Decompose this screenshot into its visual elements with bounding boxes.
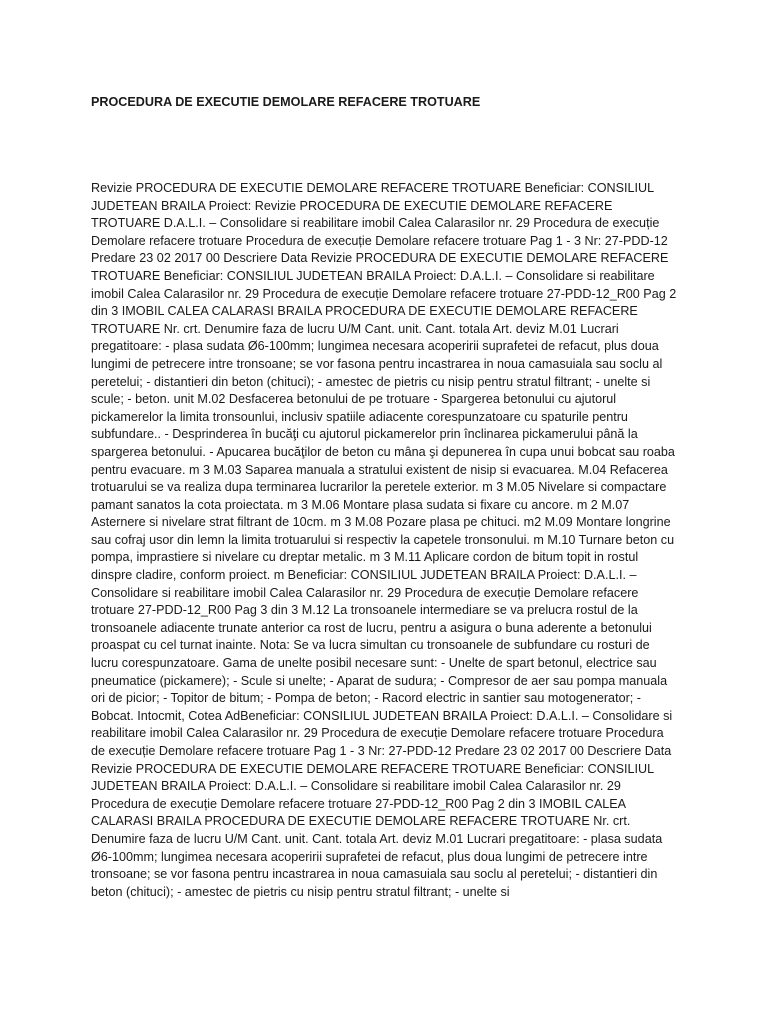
document-body-text: Revizie PROCEDURA DE EXECUTIE DEMOLARE REFACERE TROTUARE Beneficiar: CONSILIUL JUDETEAN BRAILA Proiect: Revizie PROCEDURA DE EXECUTIE DEMOLARE REFACERE TROTUARE D.A.L.I. – Consolidare si reabilitare imobil Calea Calarasilor nr. 29 Procedura de execuție Demolare refacere trotuare Procedura de execuție Demolare refacere trotuare Pag 1 - 3 Nr: 27-PDD-12 Predare 23 02 2017 00 Descriere Data Revizie PROCEDURA DE EXECUTIE DEMOLARE REFACERE TROTUARE Beneficiar: CONSILIUL JUDETEAN BRAILA Proiect: D.A.L.I. – Consolidare si reabilitare imobil Calea Calarasilor nr. 29 Procedura de execuție Demolare refacere trotuare 27-PDD-12_R00 Pag 2 din 3 IMOBIL CALEA CALARASI BRAILA PROCEDURA DE EXECUTIE DEMOLARE REFACERE TROTUARE Nr. crt. Denumire faza de lucru U/M Cant. unit. Cant. totala Art. deviz M.01 Lucrari pregatitoare: - plasa sudata Ø6-100mm; lungimea necesara acoperirii suprafetei de refacut, plus doua lungimi de petrecere intre tronsoane; se vor fasona pentru incastrarea in noua camasuiala sau soclu al peretelui; - distantieri din beton (chituci); - amestec de pietris cu nisip pentru stratul filtrant; - unelte si scule; - beton. unit M.02 Desfacerea betonului de pe trotuare - Spargerea betonului cu ajutorul pickamerelor la limita tronsounlui, inclusiv spatiile adiacente corespunzatoare cu spaturile pentru subfundare.. - Desprinderea în bucăţi cu ajutorul pickamerelor prin înclinarea pickamerului până la spargerea betonului. - Apucarea bucăţilor de beton cu mâna şi depunerea în cupa unui bobcat sau roaba pentru evacuare. m 3 M.03 Saparea manuala a stratului existent de nisip si evacuarea. M.04 Refacerea trotuarului se va realiza dupa terminarea lucrarilor la peretele exterior. m 3 M.05 Nivelare si compactare pamant sanatos la cota proiectata. m 3 M.06 Montare plasa sudata si fixare cu ancore. m 2 M.07 Asternere si nivelare strat filtrant de 10cm. m 3 M.08 Pozare plasa pe chituci. m2 M.09 Montare longrine sau cofraj usor din lemn la limita trotuarului si respectiv la capetele tronsonului. m M.10 Turnare beton cu pompa, imprastiere si nivelare cu dreptar metalic. m 3 M.11 Aplicare cordon de bitum topit in rostul dinspre cladire, conform proiect. m Beneficiar: CONSILIUL JUDETEAN BRAILA Proiect: D.A.L.I. – Consolidare si reabilitare imobil Calea Calarasilor nr. 29 Procedura de execuție Demolare refacere trotuare 27-PDD-12_R00 Pag 3 din 3 M.12 La tronsoanele intermediare se va prelucra rostul de la tronsoanele adiacente trunate anterior ca rost de lucru, pentru a asigura o buna aderente a betonului proaspat cu cel turnat inainte. Nota: Se va lucra simultan cu tronsoanele de subfundare cu rosturi de lucru corespunzatoare. Gama de unelte posibil necesare sunt: - Unelte de spart betonul, electrice sau pneumatice (pickamere); - Scule si unelte; - Aparat de sudura; - Compresor de aer sau pompa manuala ori de picior; - Topitor de bitum; - Pompa de beton; - Racord electric in santier sau motogenerator; - Bobcat. Intocmit, Cotea AdBeneficiar: CONSILIUL JUDETEAN BRAILA Proiect: D.A.L.I. – Consolidare si reabilitare imobil Calea Calarasilor nr. 29 Procedura de execuție Demolare refacere trotuare Procedura de execuție Demolare refacere trotuare Pag 1 - 3 Nr: 27-PDD-12 Predare 23 02 2017 00 Descriere Data Revizie PROCEDURA DE EXECUTIE DEMOLARE REFACERE TROTUARE Beneficiar: CONSILIUL JUDETEAN BRAILA Proiect: D.A.L.I. – Consolidare si reabilitare imobil Calea Calarasilor nr. 29 Procedura de execuție Demolare refacere trotuare 27-PDD-12_R00 Pag 2 din 3 IMOBIL CALEA CALARASI BRAILA PROCEDURA DE EXECUTIE DEMOLARE REFACERE TROTUARE Nr. crt. Denumire faza de lucru U/M Cant. unit. Cant. totala Art. deviz M.01 Lucrari pregatitoare: - plasa sudata Ø6-100mm; lungimea necesara acoperirii suprafetei de refacut, plus doua lungimi de petrecere intre tronsoane; se vor fasona pentru incastrarea in noua camasuiala sau soclu al peretelui; - distantieri din beton (chituci); - amestec de pietris cu nisip pentru stratul filtrant; - unelte si [91,181,677,899]
document-title: PROCEDURA DE EXECUTIE DEMOLARE REFACERE TROTUARE [91,95,481,109]
